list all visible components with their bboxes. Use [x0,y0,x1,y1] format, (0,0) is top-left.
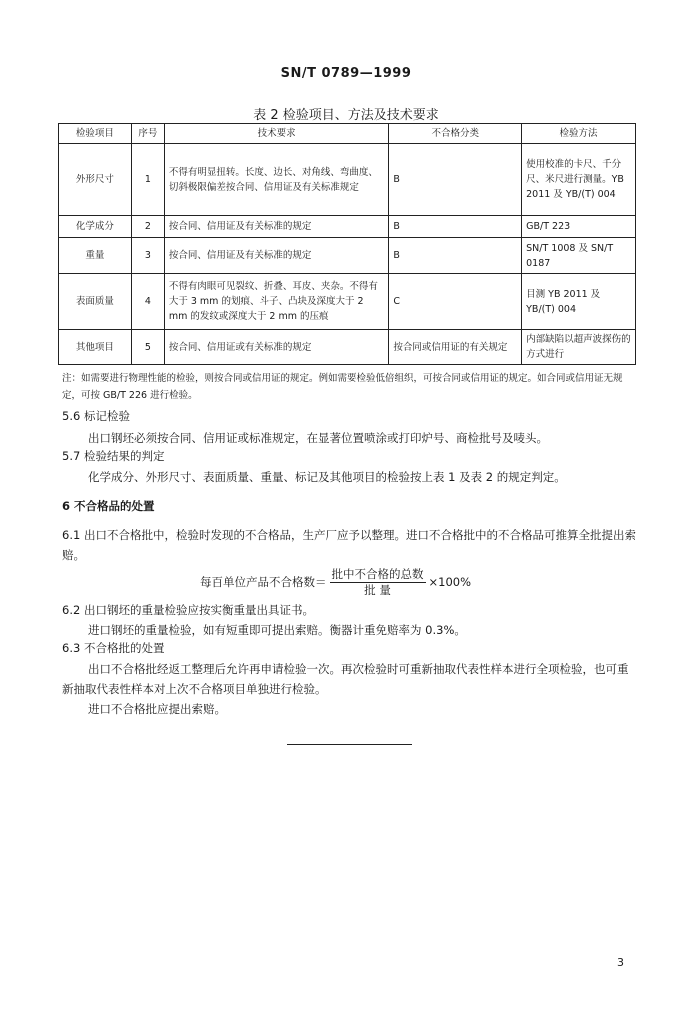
formula-fraction [330,567,426,598]
cell-class: C [389,274,522,330]
section-6-title: 6 不合格品的处置 [62,499,155,513]
cell-no: 1 [131,144,164,216]
cell-requirement: 按合同、信用证或有关标准的规定 [164,330,389,365]
cell-method: SN/T 1008 及 SN/T 0187 [522,238,636,274]
formula-rhs: ×100% [428,575,472,589]
section-5-7-body: 化学成分、外形尺寸、表面质量、重量、标记及其他项目的检验按上表 1 及表 2 的规定判定。 [88,470,566,484]
cell-method: GB/T 223 [522,216,636,238]
table-caption: 表 2 检验项目、方法及技术要求 [253,108,439,123]
formula-denominator: 批 量 [364,582,391,597]
cell-item: 外形尺寸 [59,144,132,216]
defect-rate-formula [200,562,471,602]
cell-item: 重量 [59,238,132,274]
formula-lhs: 每百单位产品不合格数＝ [200,575,327,589]
formula-numerator: 批中不合格的总数 [331,566,424,581]
standard-header: SN/T 0789—1999 [280,66,412,81]
page-number: 3 [617,956,624,969]
cell-no: 4 [131,274,164,330]
cell-no: 5 [131,330,164,365]
table-row [59,144,636,216]
cell-requirement: 不得有明显扭转。长度、边长、对角线、弯曲度、切斜极限偏差按合同、信用证及有关标准规定 [164,144,389,216]
cell-method: 使用校准的卡尺、千分尺、米尺进行测量。YB 2011 及 YB/(T) 004 [522,144,636,216]
section-6-3-paragraph-2: 进口不合格批应提出索赔。 [88,702,226,716]
table-note: 注：如需要进行物理性能的检验，则按合同或信用证的规定。例如需要检验低倍组织，可按合同或信用证的规定。如合同或信用证无规定，可按 GB/T 226 进行检验。 [62,373,623,401]
cell-class: 按合同或信用证的有关规定 [389,330,522,365]
table-row [59,274,636,330]
section-5-6-title: 5.6 标记检验 [62,409,130,423]
col-header-no: 序号 [131,124,164,144]
end-rule [287,744,412,745]
section-6-3-paragraph-1: 出口不合格批经返工整理后允许再申请检验一次。再次检验时可重新抽取代表性样本进行全项检验，也可重新抽取代表性样本对上次不合格项目单独进行检验。 [62,662,629,696]
col-header-method: 检验方法 [522,124,636,144]
cell-class: B [389,238,522,274]
cell-class: B [389,216,522,238]
cell-requirement: 按合同、信用证及有关标准的规定 [164,216,389,238]
section-6-2-title: 6.2 出口钢坯的重量检验应按实衡重量出具证书。 [62,603,314,617]
cell-class: B [389,144,522,216]
table-row [59,238,636,274]
table-header-row [59,124,636,144]
section-5-7-title: 5.7 检验结果的判定 [62,449,165,463]
cell-item: 表面质量 [59,274,132,330]
section-6-3-title: 6.3 不合格批的处置 [62,641,165,655]
col-header-class: 不合格分类 [389,124,522,144]
cell-item: 其他项目 [59,330,132,365]
inspection-table [58,123,636,365]
section-6-2-body: 进口钢坯的重量检验，如有短重即可提出索赔。衡器计重免赔率为 0.3%。 [88,623,466,637]
cell-item: 化学成分 [59,216,132,238]
cell-method: 内部缺陷以超声波探伤的方式进行 [522,330,636,365]
cell-method: 目测 YB 2011 及 YB/(T) 004 [522,274,636,330]
col-header-requirement: 技术要求 [164,124,389,144]
table-row [59,216,636,238]
cell-requirement: 不得有肉眼可见裂纹、折叠、耳皮、夹杂。不得有大于 3 mm 的划痕、斗子、凸块及深度大于 2 mm 的发纹或深度大于 2 mm 的压痕 [164,274,389,330]
col-header-item: 检验项目 [59,124,132,144]
cell-no: 2 [131,216,164,238]
section-6-1-body: 6.1 出口不合格批中，检验时发现的不合格品，生产厂应予以整理。进口不合格批中的不合格品可推算全批提出索赔。 [62,528,636,562]
cell-requirement: 按合同、信用证及有关标准的规定 [164,238,389,274]
section-5-6-body: 出口钢坯必须按合同、信用证或标准规定，在显著位置喷涂或打印炉号、商检批号及唛头。 [88,431,548,445]
table-row [59,330,636,365]
cell-no: 3 [131,238,164,274]
